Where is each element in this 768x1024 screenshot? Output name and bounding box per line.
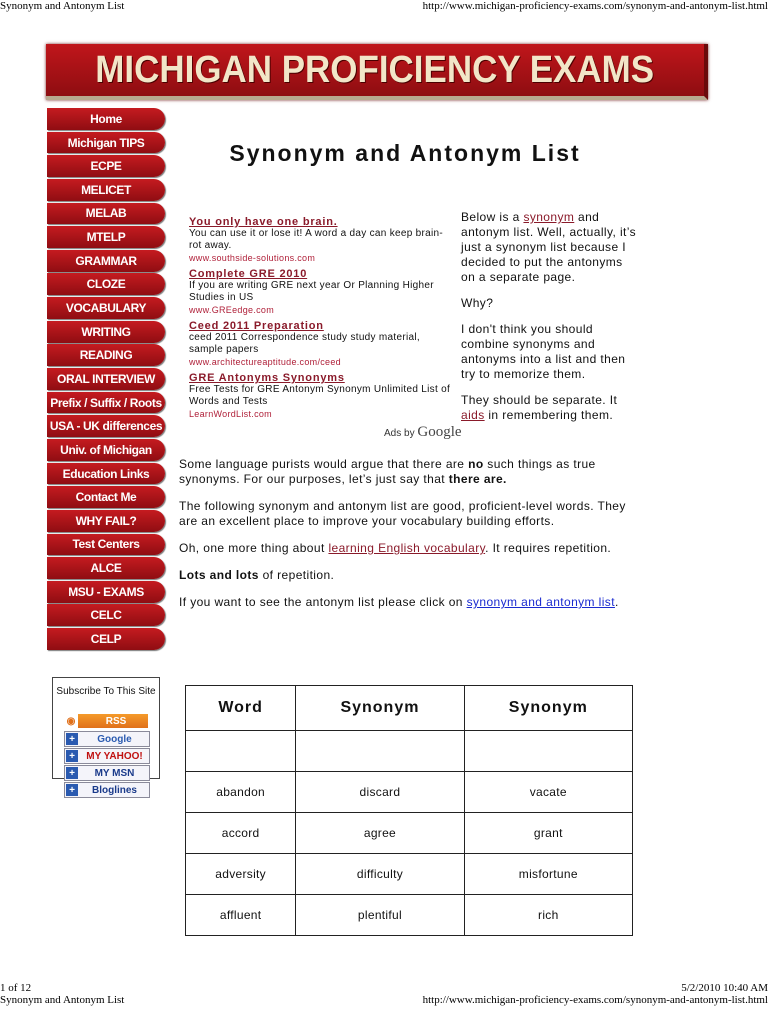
bold-text: no <box>468 457 484 471</box>
ad-title-link[interactable]: GRE Antonyms Synonyms <box>189 372 345 384</box>
table-cell: vacate <box>464 772 632 813</box>
ad-url[interactable]: www.southside-solutions.com <box>189 253 316 263</box>
nav-item-melab[interactable]: MELAB <box>47 203 165 225</box>
nav-item-prefix-suffix-roots[interactable]: Prefix / Suffix / Roots <box>47 392 165 414</box>
bloglines-button[interactable] <box>64 782 150 798</box>
table-cell: grant <box>464 813 632 854</box>
table-header-row <box>186 686 633 731</box>
nav-item-celc[interactable]: CELC <box>47 604 165 626</box>
print-header-url: http://www.michigan-proficiency-exams.com/synonym-and-antonym-list.html <box>422 0 768 12</box>
intro-paragraph <box>461 210 636 285</box>
ad-body: If you are writing GRE next year Or Planning Higher Studies in US <box>189 280 434 303</box>
plus-icon: + <box>66 733 78 745</box>
table-row <box>186 854 633 895</box>
synonym-link[interactable]: synonym <box>523 210 575 224</box>
article-body <box>179 457 639 622</box>
nav-item-oral-interview[interactable]: ORAL INTERVIEW <box>47 368 165 390</box>
ad-body: You can use it or lose it! A word a day can keep brain-rot away. <box>189 228 444 251</box>
table-row <box>186 772 633 813</box>
page-title: Synonym and Antonym List <box>229 140 581 166</box>
nav-item-alce[interactable]: ALCE <box>47 557 165 579</box>
table-cell: agree <box>296 813 464 854</box>
nav-item-cloze[interactable]: CLOZE <box>47 273 165 295</box>
nav-item-grammar[interactable]: GRAMMAR <box>47 250 165 272</box>
table-cell: abandon <box>186 772 296 813</box>
text: in remembering them. <box>484 408 614 422</box>
text: Below is a <box>461 210 524 224</box>
ad-url[interactable]: www.architectureaptitude.com/ceed <box>189 357 341 367</box>
intro-paragraph: Why? <box>461 296 494 310</box>
google-label: Google <box>97 733 132 745</box>
table-cell: accord <box>186 813 296 854</box>
bold-text: Lots and lots <box>179 568 259 582</box>
plus-icon: + <box>66 784 78 796</box>
ad-url[interactable]: LearnWordList.com <box>189 409 272 419</box>
ad-body: Free Tests for GRE Antonym Synonym Unlimited List of Words and Tests <box>189 384 451 407</box>
my-msn-label: MY MSN <box>94 767 135 779</box>
banner-title: MICHIGAN PROFICIENCY EXAMS <box>95 48 655 91</box>
nav-item-vocabulary[interactable]: VOCABULARY <box>47 297 165 319</box>
aids-link[interactable]: aids <box>461 408 485 422</box>
google-logo: Google <box>417 424 462 440</box>
plus-icon: + <box>66 750 78 762</box>
learning-english-vocabulary-link[interactable]: learning English vocabulary <box>328 541 486 555</box>
nav-item-msu-exams[interactable]: MSU - EXAMS <box>47 581 165 603</box>
rss-label: RSS <box>105 715 127 727</box>
nav-item-usa-uk-differences[interactable]: USA - UK differences <box>47 415 165 437</box>
subscribe-label: Subscribe To This Site <box>56 686 156 697</box>
table-cell: misfortune <box>464 854 632 895</box>
ad-item[interactable] <box>189 216 451 264</box>
ad-title-link[interactable]: Complete GRE 2010 <box>189 268 308 280</box>
table-row <box>186 895 633 936</box>
ad-title-link[interactable]: You only have one brain. <box>189 216 338 228</box>
rss-icon: ◉ <box>64 714 78 728</box>
print-header-title: Synonym and Antonym List <box>0 0 125 12</box>
nav-item-michigan-tips[interactable]: Michigan TIPS <box>47 132 165 154</box>
ad-item[interactable] <box>189 268 451 316</box>
nav-item-education-links[interactable]: Education Links <box>47 463 165 485</box>
my-yahoo-button[interactable] <box>64 748 150 764</box>
bold-text: there are. <box>448 472 507 486</box>
ad-body: ceed 2011 Correspondence study study material, sample papers <box>189 332 420 355</box>
table-cell: plentiful <box>296 895 464 936</box>
nav-item-why-fail[interactable]: WHY FAIL? <box>47 510 165 532</box>
sidebar-nav <box>47 108 165 652</box>
column-header-synonym: Synonym <box>296 686 464 731</box>
text: . <box>614 595 619 609</box>
nav-item-reading[interactable]: READING <box>47 344 165 366</box>
print-page-number: 1 of 12 <box>0 982 32 994</box>
rss-button[interactable] <box>64 714 148 728</box>
table-cell: adversity <box>186 854 296 895</box>
table-row <box>186 813 633 854</box>
body-paragraph <box>179 595 639 610</box>
synonym-table <box>185 685 633 936</box>
plus-icon: + <box>66 767 78 779</box>
table-cell <box>296 731 464 772</box>
bloglines-label: Bloglines <box>91 784 137 796</box>
body-paragraph <box>179 541 639 556</box>
nav-item-ecpe[interactable]: ECPE <box>47 155 165 177</box>
nav-item-univ-of-michigan[interactable]: Univ. of Michigan <box>47 439 165 461</box>
text: of repetition. <box>258 568 335 582</box>
table-cell <box>186 731 296 772</box>
print-footer-url: http://www.michigan-proficiency-exams.com/synonym-and-antonym-list.html <box>422 994 768 1006</box>
body-paragraph <box>179 457 639 487</box>
nav-item-home[interactable]: Home <box>47 108 165 130</box>
text: If you want to see the antonym list please click on <box>179 595 467 609</box>
body-paragraph <box>179 568 639 583</box>
intro-paragraph <box>461 393 636 423</box>
table-cell: discard <box>296 772 464 813</box>
nav-item-celp[interactable]: CELP <box>47 628 165 650</box>
table-cell <box>464 731 632 772</box>
google-ads-block <box>189 216 451 424</box>
nav-item-melicet[interactable]: MELICET <box>47 179 165 201</box>
nav-item-contact-me[interactable]: Contact Me <box>47 486 165 508</box>
table-row <box>186 731 633 772</box>
table-cell: affluent <box>186 895 296 936</box>
table-cell: rich <box>464 895 632 936</box>
my-yahoo-label: MY YAHOO! <box>86 750 143 762</box>
column-header-word: Word <box>186 686 296 731</box>
ads-by-label: Ads by <box>384 428 415 439</box>
ad-title-link[interactable]: Ceed 2011 Preparation <box>189 320 324 332</box>
table-cell: difficulty <box>296 854 464 895</box>
text: They should be separate. It <box>461 393 618 407</box>
my-msn-button[interactable] <box>64 765 150 781</box>
google-subscribe-button[interactable] <box>64 731 150 747</box>
text: and antonym list. Well, actually, it’s just a synonym list because I decided to put the antonyms on a separate page. <box>461 210 636 284</box>
text: . It requires repetition. <box>485 541 612 555</box>
text: such things as true synonyms. For our purposes, let’s just say that <box>179 457 596 486</box>
text: Oh, one more thing about <box>179 541 329 555</box>
text: Some language purists would argue that there are <box>179 457 469 471</box>
intro-paragraph: I don't think you should combine synonyms and antonyms into a list and then try to memorize them. <box>461 322 626 381</box>
ad-item[interactable] <box>189 320 451 368</box>
nav-item-test-centers[interactable]: Test Centers <box>47 534 165 556</box>
nav-item-mtelp[interactable]: MTELP <box>47 226 165 248</box>
body-paragraph: The following synonym and antonym list are good, proficient-level words. They are an excellent place to improve your vocabulary building efforts. <box>179 499 626 528</box>
ads-by-google-link[interactable] <box>384 424 462 441</box>
ad-url[interactable]: www.GREedge.com <box>189 305 275 315</box>
print-datetime: 5/2/2010 10:40 AM <box>681 982 768 994</box>
print-footer-title: Synonym and Antonym List <box>0 994 125 1006</box>
ad-item[interactable] <box>189 372 451 420</box>
site-banner[interactable] <box>46 44 708 100</box>
synonym-antonym-list-link[interactable]: synonym and antonym list <box>466 595 615 609</box>
subscribe-box <box>52 677 160 796</box>
column-header-synonym: Synonym <box>464 686 632 731</box>
nav-item-writing[interactable]: WRITING <box>47 321 165 343</box>
intro-text <box>461 210 636 434</box>
